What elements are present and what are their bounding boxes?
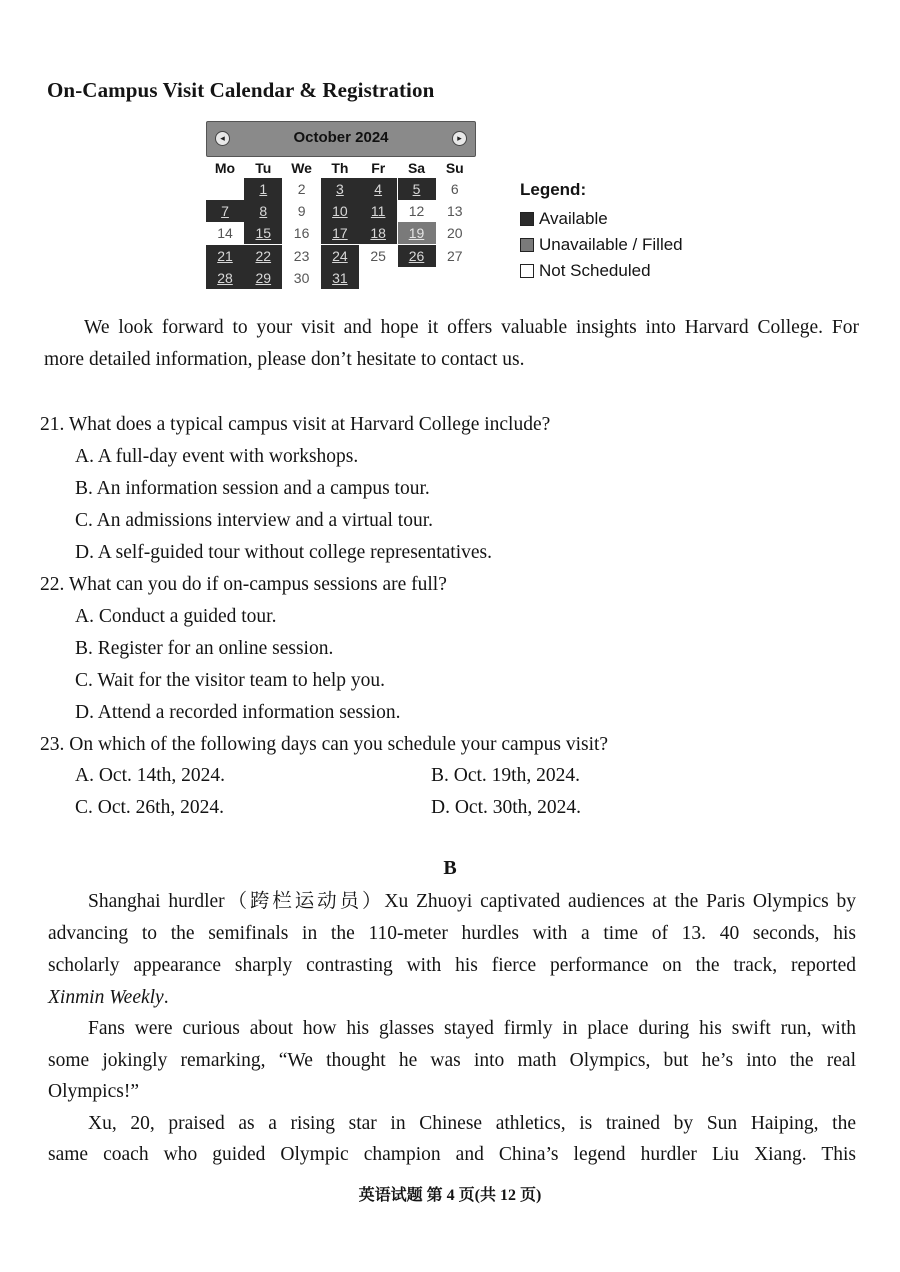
q22-option-c: C. Wait for the visitor team to help you. xyxy=(75,670,386,691)
calendar-day-available[interactable]: 7 xyxy=(206,200,244,222)
q23-option-c: C. Oct. 26th, 2024. xyxy=(75,797,224,818)
b-p1-line-1: Shanghai hurdler（跨栏运动员）Xu Zhuoyi captivated audiences at the Paris Olympics by xyxy=(88,891,856,912)
b-p2-line-2: some jokingly remarking, “We thought he was into math Olympics, but he’s into the real xyxy=(48,1050,856,1071)
legend-item-not-scheduled xyxy=(520,258,683,284)
calendar-day-available[interactable]: 28 xyxy=(206,267,244,289)
page-heading: On-Campus Visit Calendar & Registration xyxy=(47,78,435,102)
calendar-day-none: 20 xyxy=(447,225,463,242)
calendar-day-none: 12 xyxy=(408,203,425,220)
b-p1-line-2: advancing to the semifinals in the 110-meter hurdles with a time of 13. 40 seconds, his xyxy=(48,923,856,944)
next-month-icon[interactable]: ▸ xyxy=(452,131,467,146)
q21-option-d: D. A self-guided tour without college representatives. xyxy=(75,542,492,563)
q21-option-a: A. A full-day event with workshops. xyxy=(75,446,359,467)
calendar-day-available[interactable]: 8 xyxy=(244,200,282,222)
q22-option-a: A. Conduct a guided tour. xyxy=(75,606,277,627)
weekday-label: Tu xyxy=(255,160,272,176)
calendar-day-available[interactable]: 15 xyxy=(244,222,282,244)
calendar-day-available[interactable]: 29 xyxy=(244,267,282,289)
b-p3-line-2: same coach who guided Olympic champion and China’s legend hurdler Liu Xiang. This xyxy=(48,1144,856,1165)
question-22-stem: 22. What can you do if on-campus sessions are full? xyxy=(40,574,447,595)
weekday-label: Mo xyxy=(214,160,236,176)
q21-option-c: C. An admissions interview and a virtual tour. xyxy=(75,510,433,531)
q22-option-d: D. Attend a recorded information session. xyxy=(75,702,401,723)
weekday-label: Su xyxy=(445,160,464,176)
calendar-day-available[interactable]: 10 xyxy=(321,200,359,222)
closing-line-2: more detailed information, please don’t hesitate to contact us. xyxy=(44,349,525,370)
calendar-day-available[interactable]: 1 xyxy=(244,178,282,200)
page-footer: 英语试题 第 4 页(共 12 页) xyxy=(358,1187,542,1204)
calendar-day-none: 16 xyxy=(293,225,310,242)
calendar-day-none: 23 xyxy=(293,247,310,264)
b-p1-line-3: scholarly appearance sharply contrasting with his fierce performance on the track, reported xyxy=(48,955,856,976)
legend-title: Legend: xyxy=(520,180,587,199)
calendar-day-filled: 19 xyxy=(398,222,436,244)
b-p1-source-line: Xinmin Weekly. xyxy=(48,987,169,1008)
calendar-day-none: 25 xyxy=(370,247,386,264)
q23-option-a: A. Oct. 14th, 2024. xyxy=(75,765,226,786)
calendar-day-available[interactable]: 3 xyxy=(321,178,359,200)
section-b-label: B xyxy=(443,857,457,879)
calendar-legend xyxy=(520,180,683,284)
calendar-day-available[interactable]: 5 xyxy=(398,178,436,200)
calendar-day-available[interactable]: 4 xyxy=(359,178,397,200)
legend-label: Unavailable / Filled xyxy=(539,235,683,254)
calendar-day-none: 2 xyxy=(297,181,306,197)
b-p2-line-3: Olympics!” xyxy=(48,1081,139,1102)
weekday-label: Sa xyxy=(407,160,426,176)
b-p3-line-1: Xu, 20, praised as a rising star in Chinese athletics, is trained by Sun Haiping, the xyxy=(88,1113,856,1134)
question-23-stem: 23. On which of the following days can you schedule your campus visit? xyxy=(40,734,609,755)
calendar-day-available[interactable]: 17 xyxy=(321,222,359,244)
source-publication: Xinmin Weekly xyxy=(48,987,164,1008)
calendar-day-available[interactable]: 11 xyxy=(359,200,397,222)
question-21-stem: 21. What does a typical campus visit at Harvard College include? xyxy=(40,414,551,435)
weekday-label: Th xyxy=(331,160,349,176)
weekday-label: We xyxy=(291,160,312,176)
legend-label: Not Scheduled xyxy=(539,261,651,280)
calendar-day-none: 13 xyxy=(447,203,463,220)
calendar-day-available[interactable]: 21 xyxy=(206,245,244,267)
q21-option-b: B. An information session and a campus tour. xyxy=(75,478,430,499)
calendar-header xyxy=(206,121,476,157)
not-scheduled-swatch-icon xyxy=(520,264,534,278)
q23-option-d: D. Oct. 30th, 2024. xyxy=(431,797,582,818)
calendar-day-none: 14 xyxy=(217,225,233,242)
calendar-day-none: 9 xyxy=(297,203,306,220)
q22-option-b: B. Register for an online session. xyxy=(75,638,334,659)
legend-item-filled xyxy=(520,232,683,258)
calendar-day-available[interactable]: 31 xyxy=(321,267,359,289)
closing-line-1: We look forward to your visit and hope it offers valuable insights into Harvard College. For xyxy=(84,317,859,338)
calendar-day-available[interactable]: 26 xyxy=(398,245,436,267)
calendar-day-available[interactable]: 24 xyxy=(321,245,359,267)
calendar-day-none: 27 xyxy=(447,247,463,264)
calendar-day-none: 6 xyxy=(450,181,459,197)
calendar-day-none: 30 xyxy=(293,269,310,286)
weekday-label: Fr xyxy=(371,160,386,176)
legend-label: Available xyxy=(539,209,608,228)
prev-month-icon[interactable]: ◂ xyxy=(215,131,230,146)
b-p2-line-1: Fans were curious about how his glasses stayed firmly in place during his swift run, with xyxy=(88,1018,856,1039)
calendar-day-available[interactable]: 22 xyxy=(244,245,282,267)
calendar-month-title: October 2024 xyxy=(293,129,389,146)
q23-option-b: B. Oct. 19th, 2024. xyxy=(431,765,580,786)
calendar-day-available[interactable]: 18 xyxy=(359,222,397,244)
filled-swatch-icon xyxy=(520,238,534,252)
legend-item-available xyxy=(520,206,683,232)
available-swatch-icon xyxy=(520,212,534,226)
